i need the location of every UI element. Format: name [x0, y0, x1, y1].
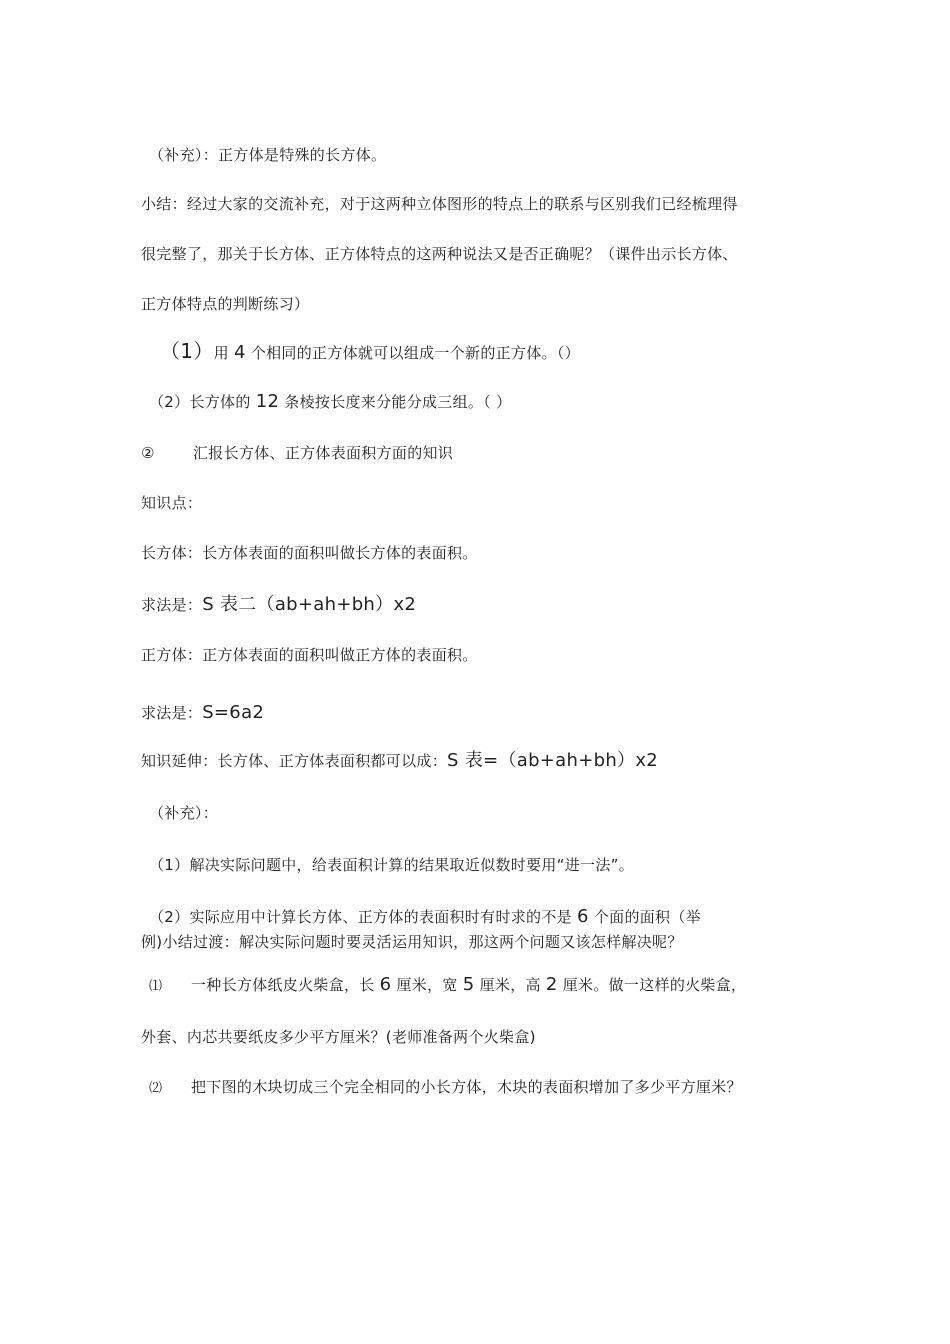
- problem-2-number: ⑵: [149, 1081, 163, 1096]
- problem-1: [149, 975, 746, 997]
- summary-line-2: [141, 244, 738, 264]
- question-2-text-a: （2）长方体的: [149, 393, 256, 411]
- problem-1-text-c: 厘米，高: [474, 976, 546, 994]
- knowledge-points-label: [141, 493, 202, 513]
- question-1-text-a: 用: [213, 344, 234, 362]
- section-heading-text: 汇报长方体、正方体表面积方面的知识: [193, 444, 454, 462]
- supplement-item-2-text-a: （2）实际应用中计算长方体、正方体的表面积时有时求的不是: [149, 908, 578, 926]
- problem-1-width: 5: [462, 974, 475, 995]
- transition-summary: [141, 932, 683, 952]
- cuboid-definition: [141, 543, 478, 563]
- supplement-cube-text: （补充）：正方体是特殊的长方体。: [149, 146, 387, 164]
- cuboid-formula-text: S 表二（ab+ah+bh）x2: [202, 594, 417, 615]
- knowledge-extension-label: 知识延伸：长方体、正方体表面积都可以成：: [141, 752, 448, 770]
- problem-1-number: ⑴: [149, 979, 163, 994]
- summary-line-2-text: 很完整了，那关于长方体、正方体特点的这两种说法又是否正确呢？（课件出示长方体、: [141, 245, 738, 263]
- circled-number: ②: [141, 444, 155, 462]
- cube-definition: [141, 645, 478, 665]
- problem-1-text-d: 厘米。做一这样的火柴盒，: [557, 976, 747, 994]
- summary-line-3: [141, 294, 309, 314]
- supplement-label-text: （补充）：: [149, 804, 219, 822]
- section-heading-surface-area: [141, 443, 453, 463]
- knowledge-extension-formula: S 表=（ab+ah+bh）x2: [447, 750, 659, 771]
- supplement-item-2: [149, 907, 701, 927]
- cube-formula-text: S=6a2: [202, 702, 265, 723]
- question-1-number-value: 4: [234, 342, 246, 363]
- cuboid-formula-label: 求法是：: [141, 596, 203, 614]
- question-1-number: （1）: [160, 339, 214, 363]
- supplement-item-1: [149, 855, 634, 875]
- problem-1-continued-text: 外套、内芯共要纸皮多少平方厘米？(老师准备两个火柴盒): [141, 1028, 536, 1046]
- supplement-cube-note: [149, 145, 386, 165]
- supplement-item-2-number: 6: [577, 906, 589, 927]
- summary-line-1: [141, 194, 738, 214]
- supplement-item-1-text: （1）解决实际问题中，给表面积计算的结果取近似数时要用“进一法”。: [149, 856, 634, 874]
- problem-1-continued: [141, 1027, 536, 1047]
- supplement-label: [149, 803, 218, 823]
- knowledge-points-text: 知识点：: [141, 494, 203, 512]
- cuboid-formula: [141, 595, 416, 615]
- judgment-question-2: [149, 392, 511, 412]
- problem-1-text-a: 一种长方体纸皮火柴盒，长: [191, 976, 380, 994]
- cube-formula: [141, 703, 264, 723]
- summary-line-3-text: 正方体特点的判断练习）: [141, 295, 310, 313]
- question-1-text-b: 个相同的正方体就可以组成一个新的正方体。（）: [245, 344, 580, 362]
- knowledge-extension: [141, 751, 658, 771]
- problem-2-text: 把下图的木块切成三个完全相同的小长方体，木块的表面积增加了多少平方厘米？: [191, 1078, 742, 1096]
- judgment-question-1: [160, 341, 580, 363]
- problem-2: [149, 1077, 742, 1099]
- cube-definition-text: 正方体：正方体表面的面积叫做正方体的表面积。: [141, 646, 478, 664]
- problem-1-length: 6: [379, 974, 392, 995]
- summary-line-1-text: 小结：经过大家的交流补充，对于这两种立体图形的特点上的联系与区别我们已经梳理得: [141, 195, 738, 213]
- cube-formula-label: 求法是：: [141, 704, 203, 722]
- problem-1-height: 2: [545, 974, 558, 995]
- question-2-text-b: 条棱按长度来分能分成三组。（ ）: [279, 393, 512, 411]
- supplement-item-2-text-b: 个面的面积（举: [588, 908, 701, 926]
- cuboid-definition-text: 长方体：长方体表面的面积叫做长方体的表面积。: [141, 544, 478, 562]
- transition-summary-text: 例)小结过渡：解决实际问题时要灵活运用知识，那这两个问题又该怎样解决呢？: [141, 933, 683, 951]
- problem-1-text-b: 厘米，宽: [391, 976, 463, 994]
- question-2-number-value: 12: [255, 391, 280, 412]
